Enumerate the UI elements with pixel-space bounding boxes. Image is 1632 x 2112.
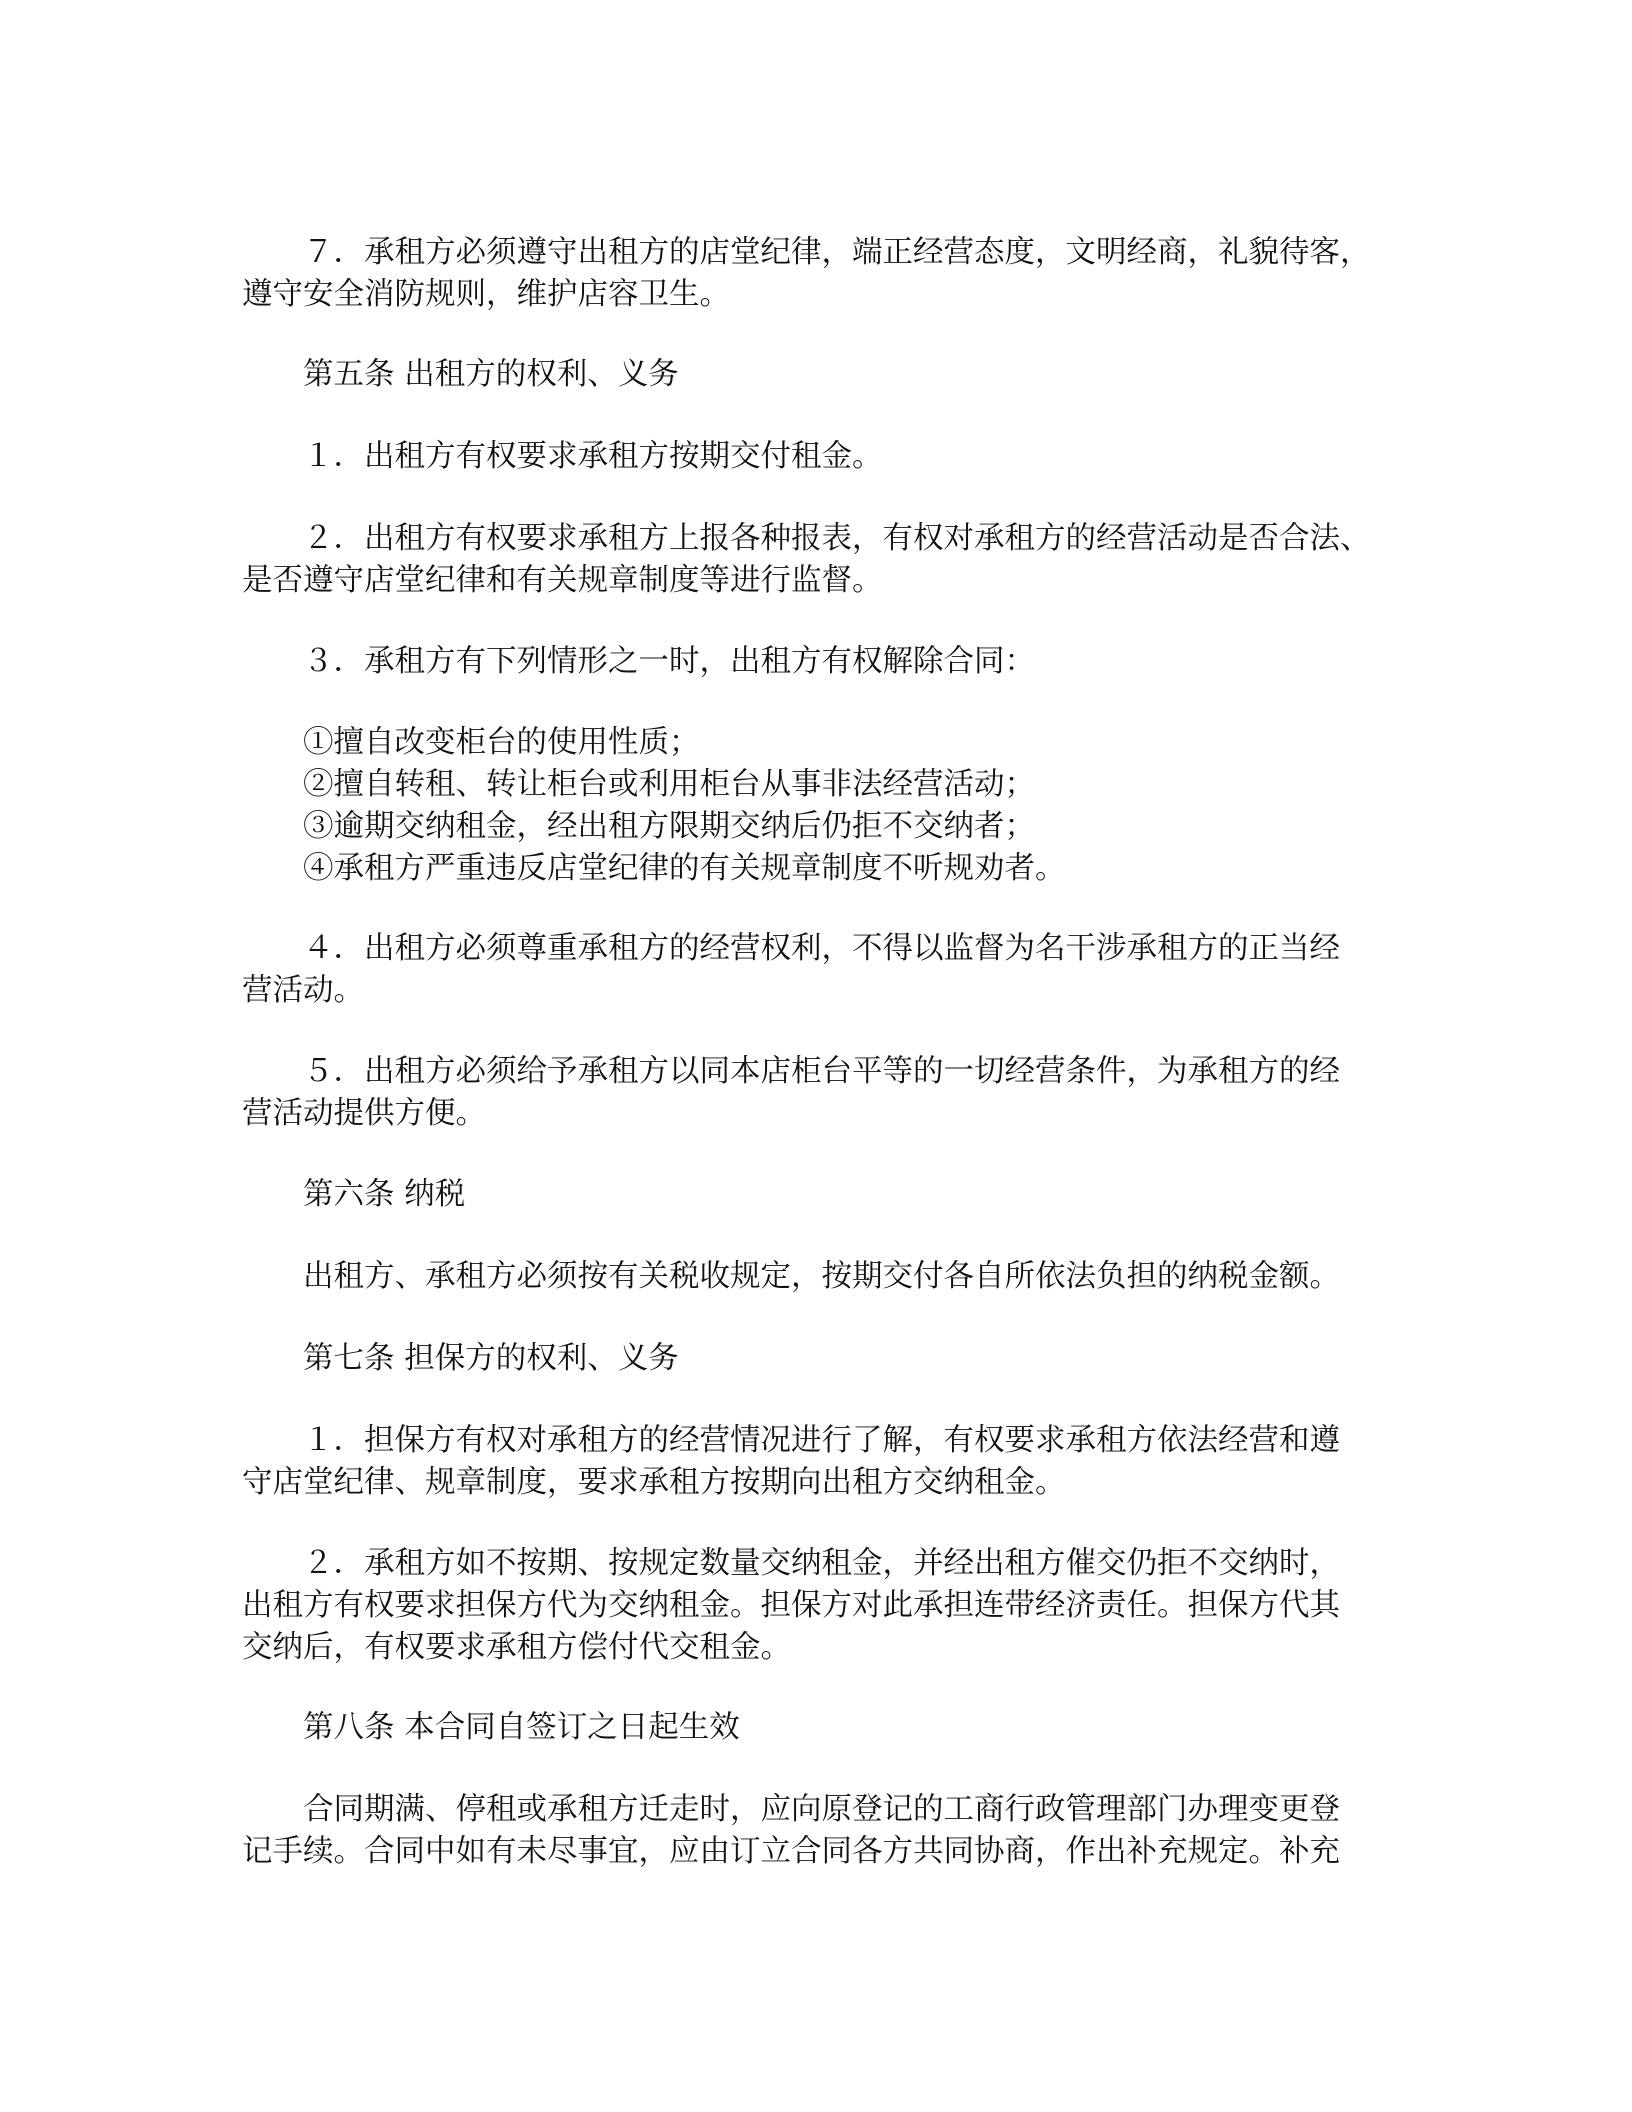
text-line: ７．承租方必须遵守出租方的店堂纪律，端正经营态度，文明经商，礼貌待客， (242, 235, 1371, 270)
text-line: ３．承租方有下列情形之一时，出租方有权解除合同： (242, 644, 1035, 679)
text-line: 遵守安全消防规则，维护店容卫生。 (242, 277, 730, 312)
text-line: 交纳后，有权要求承租方偿付代交租金。 (242, 1630, 791, 1665)
text-line: 出租方、承租方必须按有关税收规定，按期交付各自所依法负担的纳税金额。 (242, 1259, 1340, 1294)
list-item: ②擅自转租、转让柜台或利用柜台从事非法经营活动； (242, 767, 1035, 802)
text-line: 合同期满、停租或承租方迁走时，应向原登记的工商行政管理部门办理变更登 (242, 1792, 1340, 1827)
text-line: １．担保方有权对承租方的经营情况进行了解，有权要求承租方依法经营和遵 (242, 1423, 1340, 1458)
article-8-heading (242, 1707, 1392, 1749)
text-line: 第七条 担保方的权利、义务 (242, 1341, 679, 1376)
clause-5-item-2 (242, 518, 1392, 602)
text-line: 第八条 本合同自签订之日起生效 (242, 1710, 740, 1745)
text-line: ２．出租方有权要求承租方上报各种报表，有权对承租方的经营活动是否合法、 (242, 521, 1371, 556)
list-item: ④承租方严重违反店堂纪律的有关规章制度不听规劝者。 (242, 851, 1066, 886)
clause-5-item-5 (242, 1051, 1392, 1135)
article-5-heading (242, 354, 1392, 396)
article-8-body (242, 1789, 1392, 1873)
text-line: 营活动。 (242, 973, 364, 1008)
article-6-body (242, 1256, 1392, 1298)
text-line: 记手续。合同中如有未尽事宜，应由订立合同各方共同协商，作出补充规定。补充 (242, 1834, 1340, 1869)
clause-4-item-7 (242, 232, 1392, 316)
text-line: 营活动提供方便。 (242, 1096, 486, 1131)
text-line: 是否遵守店堂纪律和有关规章制度等进行监督。 (242, 563, 883, 598)
article-6-heading (242, 1174, 1392, 1216)
text-line: １．出租方有权要求承租方按期交付租金。 (242, 439, 883, 474)
clause-7-item-1 (242, 1420, 1392, 1504)
clause-5-item-3 (242, 641, 1392, 683)
list-item: ③逾期交纳租金，经出租方限期交纳后仍拒不交纳者； (242, 809, 1035, 844)
clause-5-item-4 (242, 928, 1392, 1012)
clause-7-item-2 (242, 1543, 1392, 1669)
text-line: 第五条 出租方的权利、义务 (242, 357, 679, 392)
article-7-heading (242, 1338, 1392, 1380)
list-item: ①擅自改变柜台的使用性质； (242, 725, 700, 760)
clause-5-item-1 (242, 436, 1392, 478)
text-line: ４．出租方必须尊重承租方的经营权利，不得以监督为名干涉承租方的正当经 (242, 931, 1340, 966)
text-line: ２．承租方如不按期、按规定数量交纳租金，并经出租方催交仍拒不交纳时， (242, 1546, 1340, 1581)
termination-conditions-list (242, 722, 1392, 890)
text-line: ５．出租方必须给予承租方以同本店柜台平等的一切经营条件，为承租方的经 (242, 1054, 1340, 1089)
text-line: 第六条 纳税 (242, 1177, 466, 1212)
text-line: 守店堂纪律、规章制度，要求承租方按期向出租方交纳租金。 (242, 1465, 1066, 1500)
text-line: 出租方有权要求担保方代为交纳租金。担保方对此承担连带经济责任。担保方代其 (242, 1588, 1340, 1623)
